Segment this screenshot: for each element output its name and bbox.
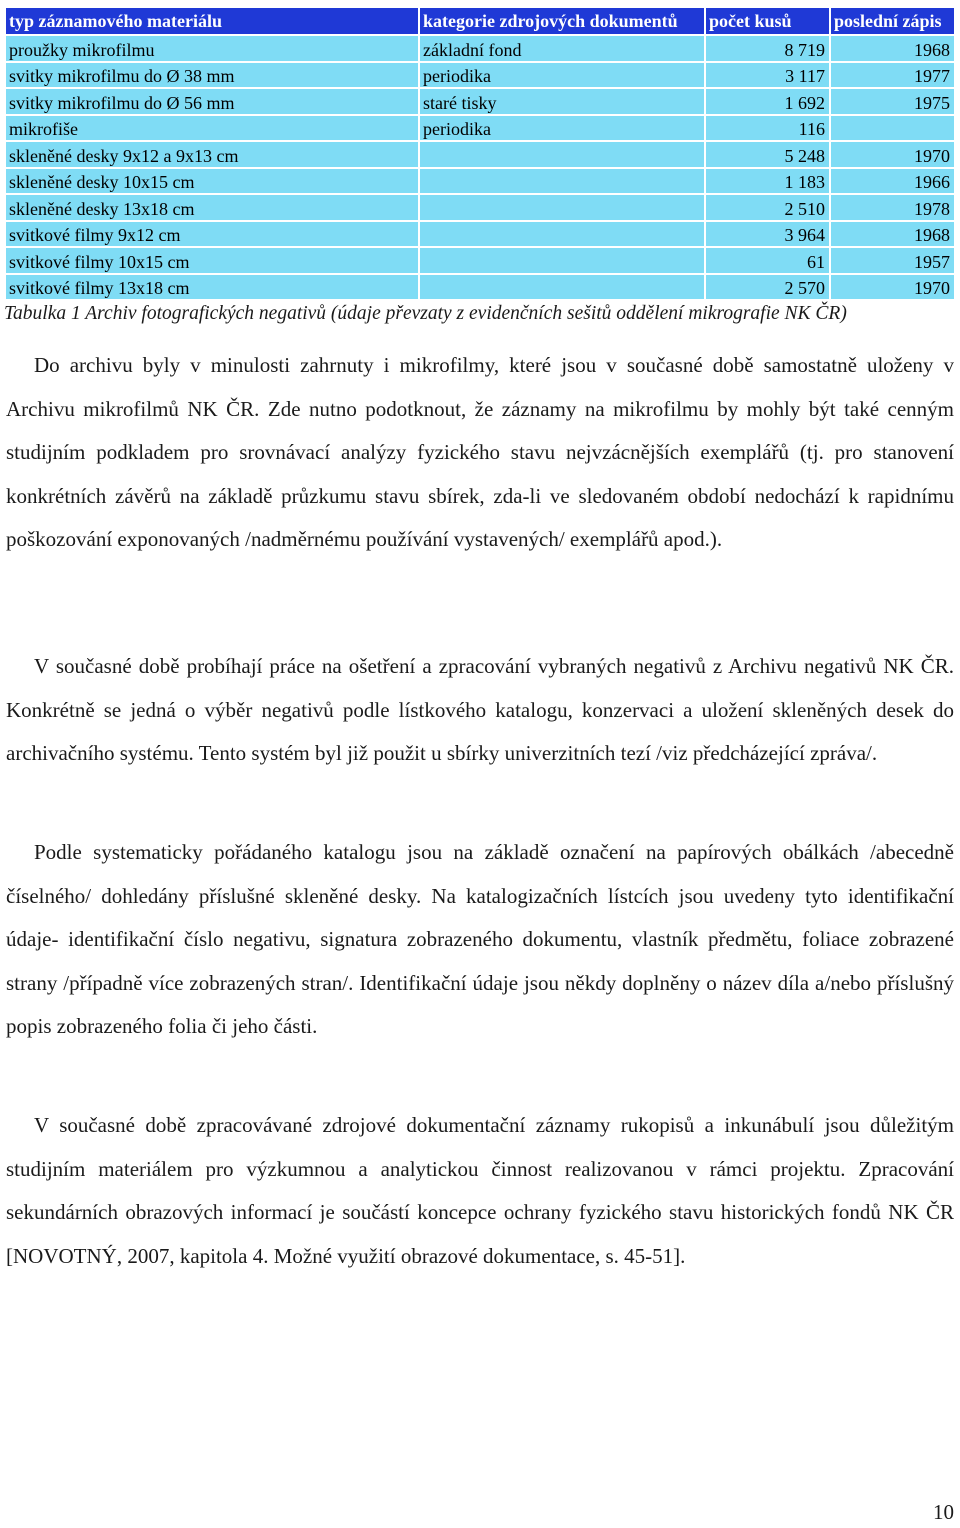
table-header-row bbox=[5, 7, 955, 35]
page-number: 10 bbox=[933, 1500, 954, 1524]
table-row bbox=[5, 274, 955, 301]
cell-material-type: svitkové filmy 9x12 cm bbox=[5, 221, 419, 248]
header-material-type: typ záznamového materiálu bbox=[5, 7, 419, 35]
cell-material-type: proužky mikrofilmu bbox=[5, 35, 419, 62]
cell-material-type: svitkové filmy 13x18 cm bbox=[5, 274, 419, 301]
cell-last-entry bbox=[830, 115, 955, 142]
cell-source-category bbox=[419, 194, 705, 221]
cell-last-entry: 1968 bbox=[830, 221, 955, 248]
cell-last-entry: 1966 bbox=[830, 168, 955, 195]
cell-item-count: 116 bbox=[705, 115, 830, 142]
cell-item-count: 8 719 bbox=[705, 35, 830, 62]
negatives-table-container bbox=[4, 6, 954, 301]
table-row bbox=[5, 62, 955, 89]
cell-item-count: 61 bbox=[705, 247, 830, 274]
cell-last-entry: 1957 bbox=[830, 247, 955, 274]
cell-item-count: 2 570 bbox=[705, 274, 830, 301]
cell-source-category: základní fond bbox=[419, 35, 705, 62]
table-row bbox=[5, 141, 955, 168]
table-row bbox=[5, 194, 955, 221]
table-row bbox=[5, 168, 955, 195]
paragraph-current-work: V současné době probíhají práce na ošetření a zpracování vybraných negativů z Archivu negativů NK ČR. Konkrétně se jedná o výběr negativů podle lístkového katalogu, konzervaci a uložení skleněných desek do archivačního systému. Tento systém byl již použit u sbírky univerzitních tezí /viz předcházející zpráva/. bbox=[6, 654, 954, 765]
table-row bbox=[5, 35, 955, 62]
header-item-count: počet kusů bbox=[705, 7, 830, 35]
cell-last-entry: 1977 bbox=[830, 62, 955, 89]
cell-source-category bbox=[419, 168, 705, 195]
negatives-archive-table bbox=[4, 6, 956, 301]
table-row bbox=[5, 247, 955, 274]
cell-material-type: svitky mikrofilmu do Ø 56 mm bbox=[5, 88, 419, 115]
cell-material-type: svitky mikrofilmu do Ø 38 mm bbox=[5, 62, 419, 89]
cell-item-count: 1 183 bbox=[705, 168, 830, 195]
paragraph-source-records: V současné době zpracovávané zdrojové dokumentační záznamy rukopisů a inkunábulí jsou důležitým studijním materiálem pro výzkumnou a analytickou činnost realizovanou v rámci projektu. Zpracování sekundárních obrazových informací je součástí koncepce ochrany fyzického stavu historických fondů NK ČR [NOVOTNÝ, 2007, kapitola 4. Možné využití obrazové dokumentace, s. 45-51]. bbox=[6, 1113, 954, 1268]
cell-last-entry: 1975 bbox=[830, 88, 955, 115]
cell-item-count: 5 248 bbox=[705, 141, 830, 168]
cell-material-type: skleněné desky 9x12 a 9x13 cm bbox=[5, 141, 419, 168]
cell-item-count: 3 964 bbox=[705, 221, 830, 248]
cell-last-entry: 1970 bbox=[830, 274, 955, 301]
cell-material-type: mikrofiše bbox=[5, 115, 419, 142]
cell-source-category: periodika bbox=[419, 115, 705, 142]
paragraph-microfilms: Do archivu byly v minulosti zahrnuty i mikrofilmy, které jsou v současné době samostatně uloženy v Archivu mikrofilmů NK ČR. Zde nutno podotknout, že záznamy na mikrofilmu by mohly být také cenným studijním podkladem pro srovnávací analýzy fyzického stavu nejvzácnějších exemplářů (tj. pro stanovení konkrétních závěrů na základě průzkumu stavu sbírek, zda-li ve sledovaném období nedochází k rapidnímu poškozování exponovaných /nadměrnému používání vystavených/ exemplářů apod.). bbox=[6, 353, 954, 551]
table-row bbox=[5, 115, 955, 142]
cell-source-category bbox=[419, 221, 705, 248]
header-source-category: kategorie zdrojových dokumentů bbox=[419, 7, 705, 35]
cell-source-category: staré tisky bbox=[419, 88, 705, 115]
cell-material-type: svitkové filmy 10x15 cm bbox=[5, 247, 419, 274]
table-caption: Tabulka 1 Archiv fotografických negativů (údaje převzaty z evidenčních sešitů oddělení mikrografie NK ČR) bbox=[4, 303, 847, 324]
cell-last-entry: 1978 bbox=[830, 194, 955, 221]
table-body bbox=[5, 35, 955, 300]
cell-last-entry: 1968 bbox=[830, 35, 955, 62]
table-row bbox=[5, 88, 955, 115]
cell-last-entry: 1970 bbox=[830, 141, 955, 168]
cell-source-category bbox=[419, 247, 705, 274]
cell-item-count: 1 692 bbox=[705, 88, 830, 115]
cell-material-type: skleněné desky 13x18 cm bbox=[5, 194, 419, 221]
cell-source-category bbox=[419, 141, 705, 168]
header-last-entry: poslední zápis bbox=[830, 7, 955, 35]
cell-source-category: periodika bbox=[419, 62, 705, 89]
cell-item-count: 3 117 bbox=[705, 62, 830, 89]
paragraph-catalogue: Podle systematicky pořádaného katalogu jsou na základě označení na papírových obálkách /abecedně číselného/ dohledány příslušné skleněné desky. Na katalogizačních lístcích jsou uvedeny tyto identifikační údaje- identifikační číslo negativu, signatura zobrazeného dokumentu, vlastník předmětu, foliace zobrazené strany /případně více zobrazených stran/. Identifikační údaje jsou někdy doplněny o název díla a/nebo příslušný popis zobrazeného folia či jeho části. bbox=[6, 840, 954, 1038]
cell-item-count: 2 510 bbox=[705, 194, 830, 221]
cell-material-type: skleněné desky 10x15 cm bbox=[5, 168, 419, 195]
cell-source-category bbox=[419, 274, 705, 301]
table-row bbox=[5, 221, 955, 248]
